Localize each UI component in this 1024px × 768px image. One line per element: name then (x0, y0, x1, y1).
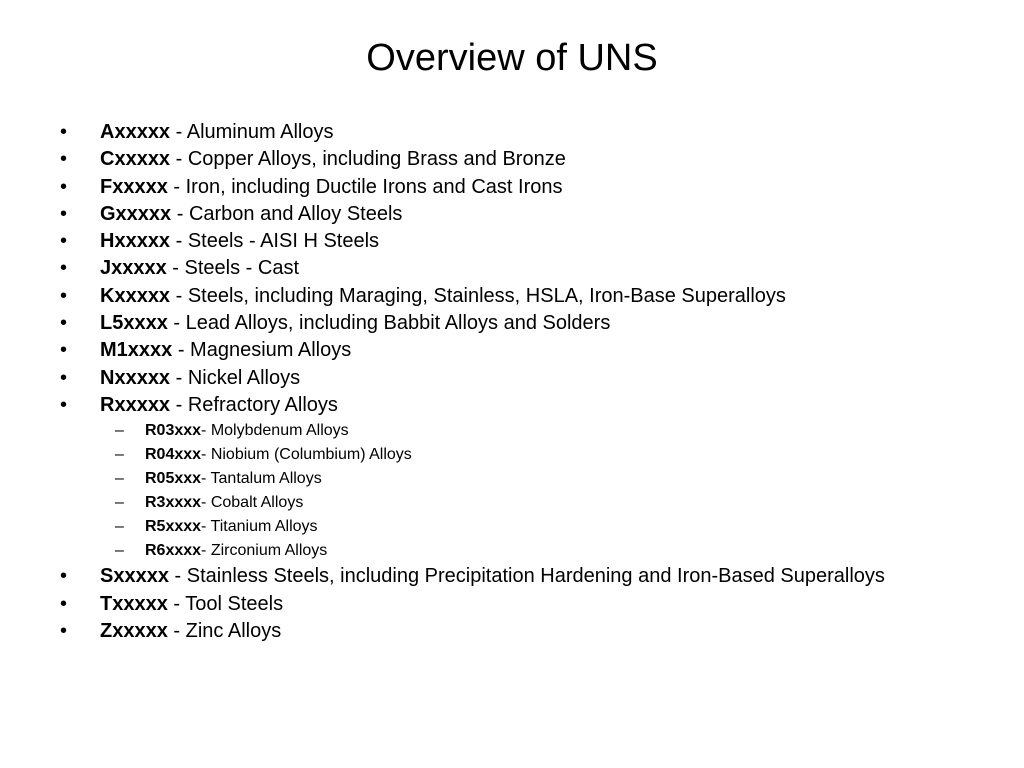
uns-description: - Zirconium Alloys (201, 542, 328, 560)
sub-item-zirconium (0, 541, 1024, 561)
dash-icon: – (115, 422, 124, 440)
uns-description: - Molybdenum Alloys (201, 422, 349, 440)
dash-icon: – (115, 542, 124, 560)
uns-description: - Nickel Alloys (170, 366, 301, 389)
list-item-carbon-steels (0, 203, 1024, 226)
uns-description: - Zinc Alloys (167, 619, 282, 642)
dash-icon: – (115, 446, 124, 464)
uns-description: - Refractory Alloys (170, 393, 338, 416)
uns-description: - Cobalt Alloys (201, 494, 304, 512)
uns-code: R03xxx (145, 422, 202, 440)
bullet-icon: • (60, 312, 68, 335)
uns-code: R3xxxx (145, 494, 202, 512)
dash-icon: – (115, 494, 124, 512)
uns-description: - Lead Alloys, including Babbit Alloys and Solders (167, 312, 611, 335)
uns-code: Kxxxxx (100, 284, 171, 307)
uns-description: - Tool Steels (167, 592, 284, 615)
uns-code: R6xxxx (145, 542, 202, 560)
uns-code: Gxxxxx (100, 202, 172, 225)
uns-description: - Iron, including Ductile Irons and Cast Irons (167, 175, 563, 198)
bullet-icon: • (60, 592, 68, 615)
list-item-lead (0, 312, 1024, 335)
uns-description: - Magnesium Alloys (172, 339, 352, 362)
uns-code: Axxxxx (100, 121, 171, 143)
list-item-refractory (0, 394, 1024, 417)
refractory-sublist (0, 421, 1024, 561)
bullet-icon: • (60, 284, 68, 307)
uns-bullet-list (0, 121, 1024, 647)
dash-icon: – (115, 518, 124, 536)
uns-description: - Titanium Alloys (201, 518, 318, 536)
uns-description: - Steels - Cast (166, 257, 300, 280)
dash-icon: – (115, 470, 124, 488)
list-item-nickel (0, 367, 1024, 390)
uns-code: L5xxxx (100, 312, 168, 335)
uns-description: - Steels, including Maraging, Stainless, HSLA, Iron-Base Superalloys (170, 284, 786, 307)
bullet-icon: • (60, 393, 68, 416)
uns-description: - Copper Alloys, including Brass and Bronze (170, 148, 566, 171)
list-item-copper (0, 148, 1024, 171)
list-item-tool-steels (0, 593, 1024, 616)
uns-code: Jxxxxx (100, 257, 167, 280)
bullet-icon: • (60, 148, 68, 171)
bullet-icon: • (60, 175, 68, 198)
uns-description: - Aluminum Alloys (170, 121, 334, 143)
list-item-zinc (0, 620, 1024, 643)
sub-item-tantalum (0, 469, 1024, 489)
uns-code: Rxxxxx (100, 393, 171, 416)
uns-code: Txxxxx (100, 592, 168, 615)
uns-code: R04xxx (145, 446, 202, 464)
uns-code: Hxxxxx (100, 230, 171, 253)
uns-code: Cxxxxx (100, 148, 171, 171)
bullet-icon: • (60, 366, 68, 389)
slide-title: Overview of UNS (366, 37, 658, 79)
list-item-h-steels (0, 230, 1024, 253)
uns-code: M1xxxx (100, 339, 173, 362)
list-item-cast-steels (0, 257, 1024, 280)
bullet-icon: • (60, 619, 68, 642)
uns-code: Zxxxxx (100, 619, 168, 642)
uns-code: Sxxxxx (100, 565, 169, 588)
uns-code: Fxxxxx (100, 175, 168, 198)
bullet-icon: • (60, 202, 68, 225)
sub-item-titanium (0, 517, 1024, 537)
uns-description: - Tantalum Alloys (201, 470, 322, 488)
list-item-aluminum (0, 121, 1024, 144)
uns-description: - Steels - AISI H Steels (170, 230, 380, 253)
sub-item-niobium (0, 445, 1024, 465)
uns-description: - Niobium (Columbium) Alloys (201, 446, 412, 464)
list-item-k-steels (0, 285, 1024, 308)
bullet-icon: • (60, 565, 68, 588)
uns-description: - Stainless Steels, including Precipitation Hardening and Iron-Based Superalloys (168, 565, 885, 588)
uns-code: R5xxxx (145, 518, 202, 536)
uns-description: - Carbon and Alloy Steels (171, 202, 403, 225)
list-item-magnesium (0, 339, 1024, 362)
list-item-stainless (0, 565, 1024, 588)
sub-item-molybdenum (0, 421, 1024, 441)
list-item-iron (0, 176, 1024, 199)
bullet-icon: • (60, 121, 68, 143)
bullet-icon: • (60, 339, 68, 362)
bullet-icon: • (60, 230, 68, 253)
uns-code: R05xxx (145, 470, 202, 488)
sub-item-cobalt (0, 493, 1024, 513)
uns-code: Nxxxxx (100, 366, 171, 389)
bullet-icon: • (60, 257, 68, 280)
